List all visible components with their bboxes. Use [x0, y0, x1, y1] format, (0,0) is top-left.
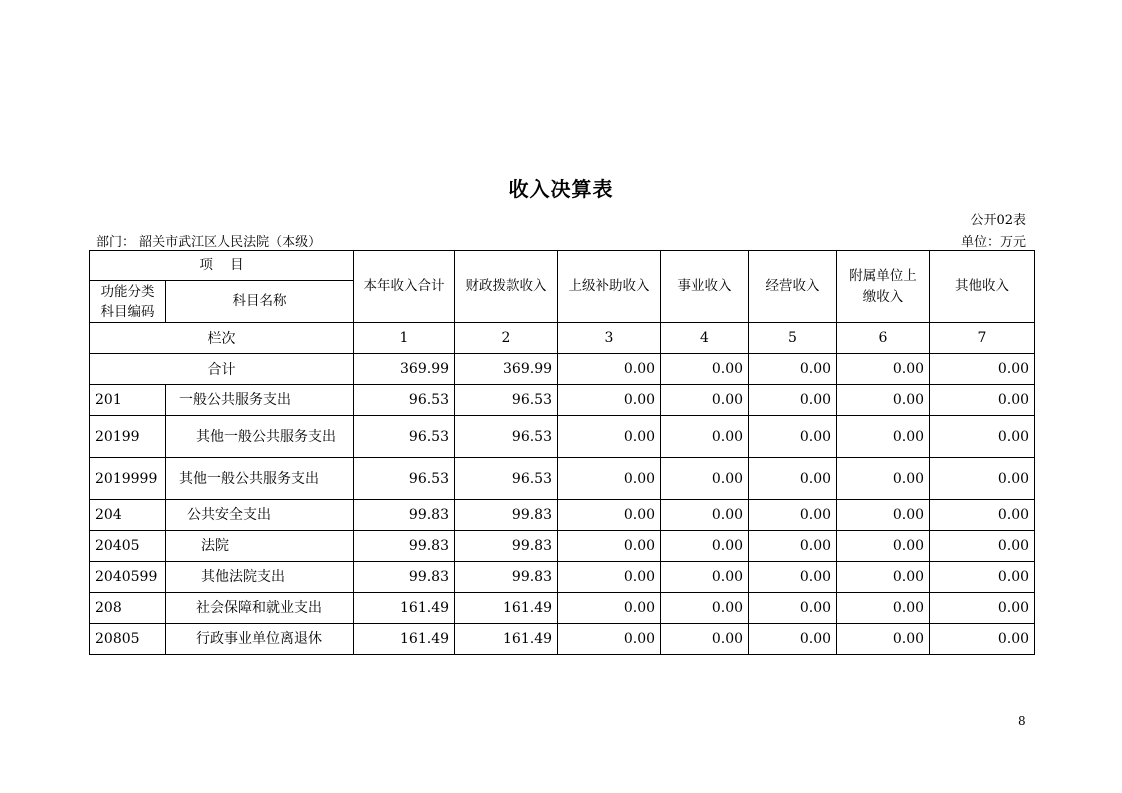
row-value: 99.83	[455, 531, 558, 562]
row-code: 20199	[90, 416, 166, 458]
row-value: 96.53	[455, 416, 558, 458]
total-value: 0.00	[661, 354, 749, 385]
row-value: 0.00	[930, 416, 1035, 458]
form-number: 公开02表	[970, 213, 1026, 228]
row-value: 0.00	[558, 416, 661, 458]
row-value: 0.00	[930, 624, 1035, 655]
row-code: 2019999	[90, 458, 166, 500]
row-code: 20405	[90, 531, 166, 562]
header-superior: 上级补助收入	[558, 251, 661, 323]
row-name: 其他一般公共服务支出	[166, 416, 354, 458]
row-value: 0.00	[749, 385, 837, 416]
row-value: 0.00	[749, 458, 837, 500]
table-row	[90, 416, 1035, 458]
row-value: 0.00	[661, 531, 749, 562]
row-code: 208	[90, 593, 166, 624]
row-value: 0.00	[558, 385, 661, 416]
row-value: 0.00	[749, 593, 837, 624]
row-value: 0.00	[558, 458, 661, 500]
total-value: 0.00	[930, 354, 1035, 385]
row-value: 0.00	[661, 416, 749, 458]
row-value: 0.00	[930, 562, 1035, 593]
row-value: 0.00	[837, 500, 930, 531]
row-name: 其他一般公共服务支出	[166, 458, 354, 500]
unit-label: 单位：万元	[960, 235, 1026, 250]
row-value: 0.00	[837, 624, 930, 655]
row-value: 0.00	[837, 385, 930, 416]
row-value: 0.00	[558, 500, 661, 531]
table-row	[90, 593, 1035, 624]
department-label: 部门： 韶关市武江区人民法院（本级）	[96, 235, 322, 250]
total-value: 0.00	[749, 354, 837, 385]
row-value: 0.00	[661, 593, 749, 624]
total-value: 369.99	[354, 354, 455, 385]
row-value: 0.00	[749, 500, 837, 531]
row-value: 0.00	[837, 531, 930, 562]
row-value: 0.00	[837, 593, 930, 624]
row-code: 20805	[90, 624, 166, 655]
row-name: 其他法院支出	[166, 562, 354, 593]
row-value: 0.00	[661, 500, 749, 531]
table-row	[90, 500, 1035, 531]
row-value: 0.00	[930, 593, 1035, 624]
row-value: 0.00	[930, 500, 1035, 531]
row-value: 0.00	[749, 416, 837, 458]
column-index-label: 栏次	[90, 323, 354, 354]
column-index: 4	[661, 323, 749, 354]
row-value: 96.53	[354, 458, 455, 500]
row-value: 96.53	[354, 385, 455, 416]
row-value: 0.00	[749, 562, 837, 593]
header-total: 本年收入合计	[354, 251, 455, 323]
table-row	[90, 531, 1035, 562]
row-value: 99.83	[455, 500, 558, 531]
column-index: 6	[837, 323, 930, 354]
row-value: 0.00	[837, 562, 930, 593]
row-value: 0.00	[837, 458, 930, 500]
header-subject-name: 科目名称	[166, 281, 354, 323]
income-table	[89, 250, 1035, 655]
row-value: 161.49	[354, 593, 455, 624]
total-row	[90, 354, 1035, 385]
row-value: 0.00	[661, 562, 749, 593]
table-row	[90, 458, 1035, 500]
header-item: 项 目	[90, 251, 354, 281]
row-value: 0.00	[558, 562, 661, 593]
row-value: 0.00	[661, 458, 749, 500]
header-func-code: 功能分类 科目编码	[90, 281, 166, 323]
row-value: 0.00	[661, 385, 749, 416]
column-index: 5	[749, 323, 837, 354]
total-value: 0.00	[837, 354, 930, 385]
total-value: 0.00	[558, 354, 661, 385]
row-value: 0.00	[837, 416, 930, 458]
row-value: 0.00	[930, 531, 1035, 562]
column-index: 7	[930, 323, 1035, 354]
total-label: 合计	[90, 354, 354, 385]
total-value: 369.99	[455, 354, 558, 385]
header-affiliated: 附属单位上 缴收入	[837, 251, 930, 323]
row-value: 0.00	[661, 624, 749, 655]
page-title: 收入决算表	[508, 177, 614, 201]
row-value: 0.00	[930, 385, 1035, 416]
column-index: 3	[558, 323, 661, 354]
table-row	[90, 385, 1035, 416]
row-value: 99.83	[354, 531, 455, 562]
row-value: 0.00	[749, 624, 837, 655]
row-value: 99.83	[455, 562, 558, 593]
header-other: 其他收入	[930, 251, 1035, 323]
row-name: 行政事业单位离退休	[166, 624, 354, 655]
row-value: 96.53	[354, 416, 455, 458]
page-number: 8	[1018, 714, 1026, 728]
header-business: 事业收入	[661, 251, 749, 323]
row-name: 一般公共服务支出	[166, 385, 354, 416]
column-index: 1	[354, 323, 455, 354]
table-row	[90, 624, 1035, 655]
row-value: 161.49	[455, 624, 558, 655]
header-operating: 经营收入	[749, 251, 837, 323]
row-value: 0.00	[558, 624, 661, 655]
row-code: 204	[90, 500, 166, 531]
row-value: 161.49	[354, 624, 455, 655]
header-fiscal: 财政拨款收入	[455, 251, 558, 323]
column-index-row	[90, 323, 1035, 354]
row-value: 99.83	[354, 500, 455, 531]
table-row	[90, 562, 1035, 593]
row-value: 99.83	[354, 562, 455, 593]
row-name: 法院	[166, 531, 354, 562]
header-row-1	[90, 251, 1035, 281]
row-value: 0.00	[930, 458, 1035, 500]
row-value: 0.00	[749, 531, 837, 562]
row-code: 201	[90, 385, 166, 416]
row-name: 社会保障和就业支出	[166, 593, 354, 624]
row-value: 96.53	[455, 458, 558, 500]
row-value: 161.49	[455, 593, 558, 624]
row-value: 0.00	[558, 593, 661, 624]
row-name: 公共安全支出	[166, 500, 354, 531]
column-index: 2	[455, 323, 558, 354]
row-value: 0.00	[558, 531, 661, 562]
row-value: 96.53	[455, 385, 558, 416]
row-code: 2040599	[90, 562, 166, 593]
